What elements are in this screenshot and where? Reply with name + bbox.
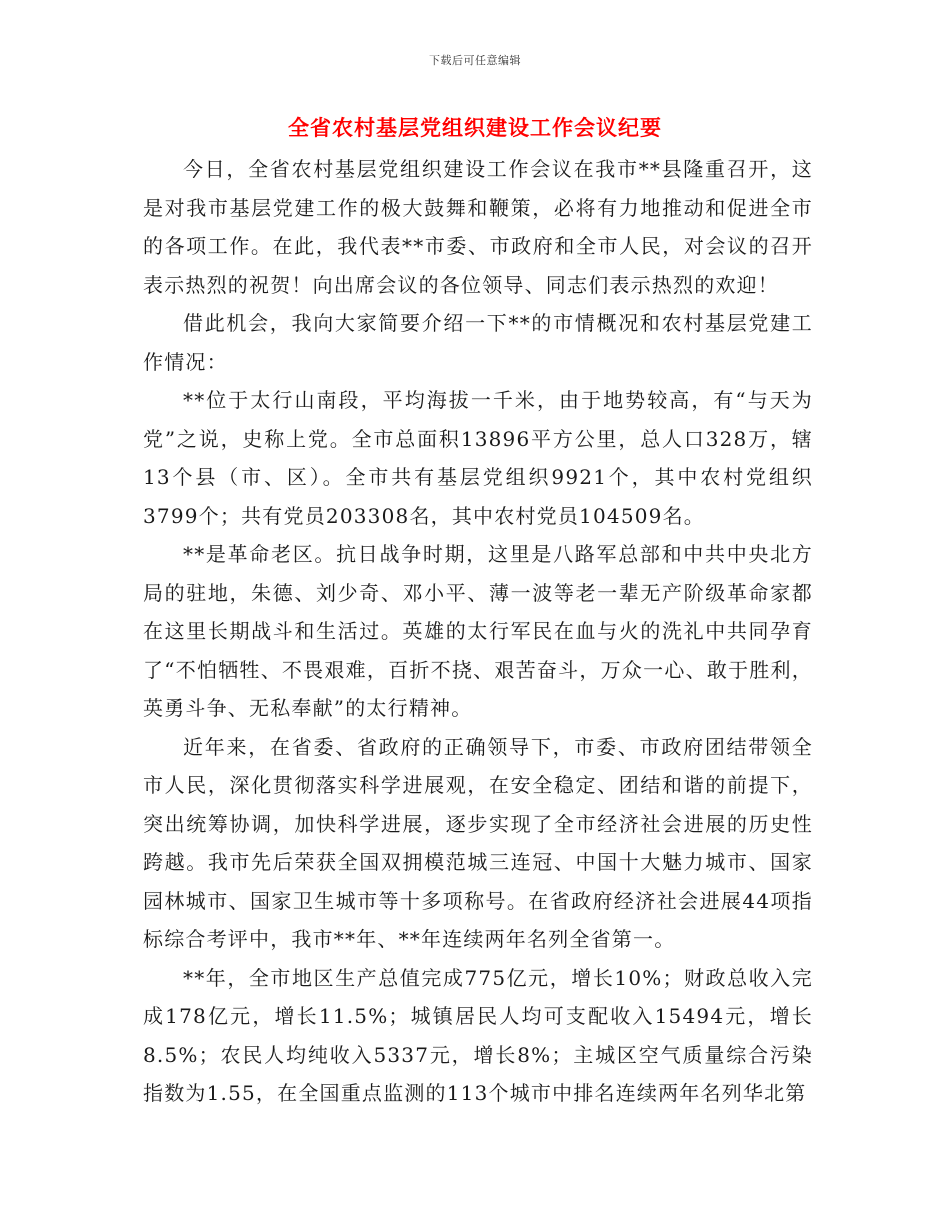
document-title: 全省农村基层党组织建设工作会议纪要 xyxy=(288,115,662,140)
paragraph: **是革命老区。抗日战争时期，这里是八路军总部和中共中央北方局的驻地，朱德、刘少奇、邓小平、薄一波等老一辈无产阶级革命家都在这里长期战斗和生活过。英雄的太行军民在血与火的洗礼中共同孕育了“不怕牺牲、不畏艰难，百折不挠、艰苦奋斗，万众一心、敢于胜利，英勇斗争、无私奉献”的太行精神。 xyxy=(143,542,813,720)
paragraph: 近年来，在省委、省政府的正确领导下，市委、市政府团结带领全市人民，深化贯彻落实科学进展观，在安全稳定、团结和谐的前提下，突出统筹协调，加快科学进展，逐步实现了全市经济社会进展的历史性跨越。我市先后荣获全国双拥模范城三连冠、中国十大魅力城市、国家园林城市、国家卫生城市等十多项称号。在省政府经济社会进展44项指标综合考评中，我市**年、**年连续两年名列全省第一。 xyxy=(143,734,813,951)
paragraph: 借此机会，我向大家简要介绍一下**的市情概况和农村基层党建工作情况： xyxy=(143,311,813,374)
paragraph: **年，全市地区生产总值完成775亿元，增长10%；财政总收入完成178亿元，增长11.5%；城镇居民人均可支配收入15494元，增长8.5%；农民人均纯收入5337元，增长8%；主城区空气质量综合污染指数为1.55，在全国重点监测的113个城市中排名连续两年名列华北第 xyxy=(143,965,813,1105)
header-note: 下载后可任意编辑 xyxy=(429,54,521,67)
paragraph: **位于太行山南段，平均海拔一千米，由于地势较高，有“与天为党”之说，史称上党。全市总面积13896平方公里，总人口328万，辖13个县（市、区）。全市共有基层党组织9921个，其中农村党组织3799个；共有党员203308名，其中农村党员104509名。 xyxy=(143,388,813,528)
paragraph: 今日，全省农村基层党组织建设工作会议在我市**县隆重召开，这是对我市基层党建工作的极大鼓舞和鞭策，必将有力地推动和促进全市的各项工作。在此，我代表**市委、市政府和全市人民，对会议的召开表示热烈的祝贺！向出席会议的各位领导、同志们表示热烈的欢迎！ xyxy=(143,157,813,297)
document-body xyxy=(143,150,813,1113)
